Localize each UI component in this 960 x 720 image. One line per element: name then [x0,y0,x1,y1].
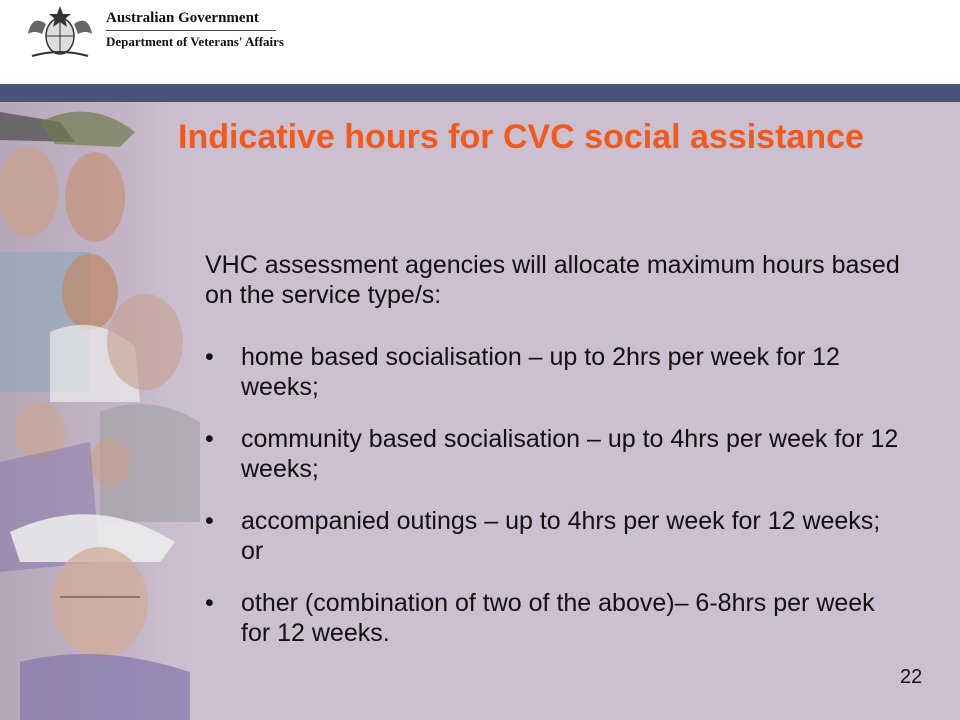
veterans-photo [0,102,200,720]
government-name: Australian Government [106,10,259,26]
header [0,0,960,84]
bullet-list [205,342,905,670]
list-item [205,342,905,402]
bullet-text: accompanied outings – up to 4hrs per week for 12 weeks; or [241,507,881,565]
slide-title: Indicative hours for CVC social assistance [178,118,864,156]
list-item [205,506,905,566]
page-number: 22 [900,666,923,688]
bullet-text: home based socialisation – up to 2hrs per week for 12 weeks; [241,343,840,401]
bullet-icon: • [205,425,214,453]
bullet-text: community based socialisation – up to 4hrs per week for 12 weeks; [241,425,899,483]
bullet-icon: • [205,589,214,617]
coat-of-arms-icon [24,4,96,64]
header-band [0,84,960,102]
bullet-icon: • [205,507,214,535]
intro-text: VHC assessment agencies will allocate maximum hours based on the service type/s: [205,251,900,309]
list-item [205,588,905,648]
header-divider [106,30,276,31]
list-item [205,424,905,484]
bullet-icon: • [205,343,214,371]
bullet-text: other (combination of two of the above)– 6-8hrs per week for 12 weeks. [241,589,875,647]
department-name: Department of Veterans' Affairs [106,34,284,49]
